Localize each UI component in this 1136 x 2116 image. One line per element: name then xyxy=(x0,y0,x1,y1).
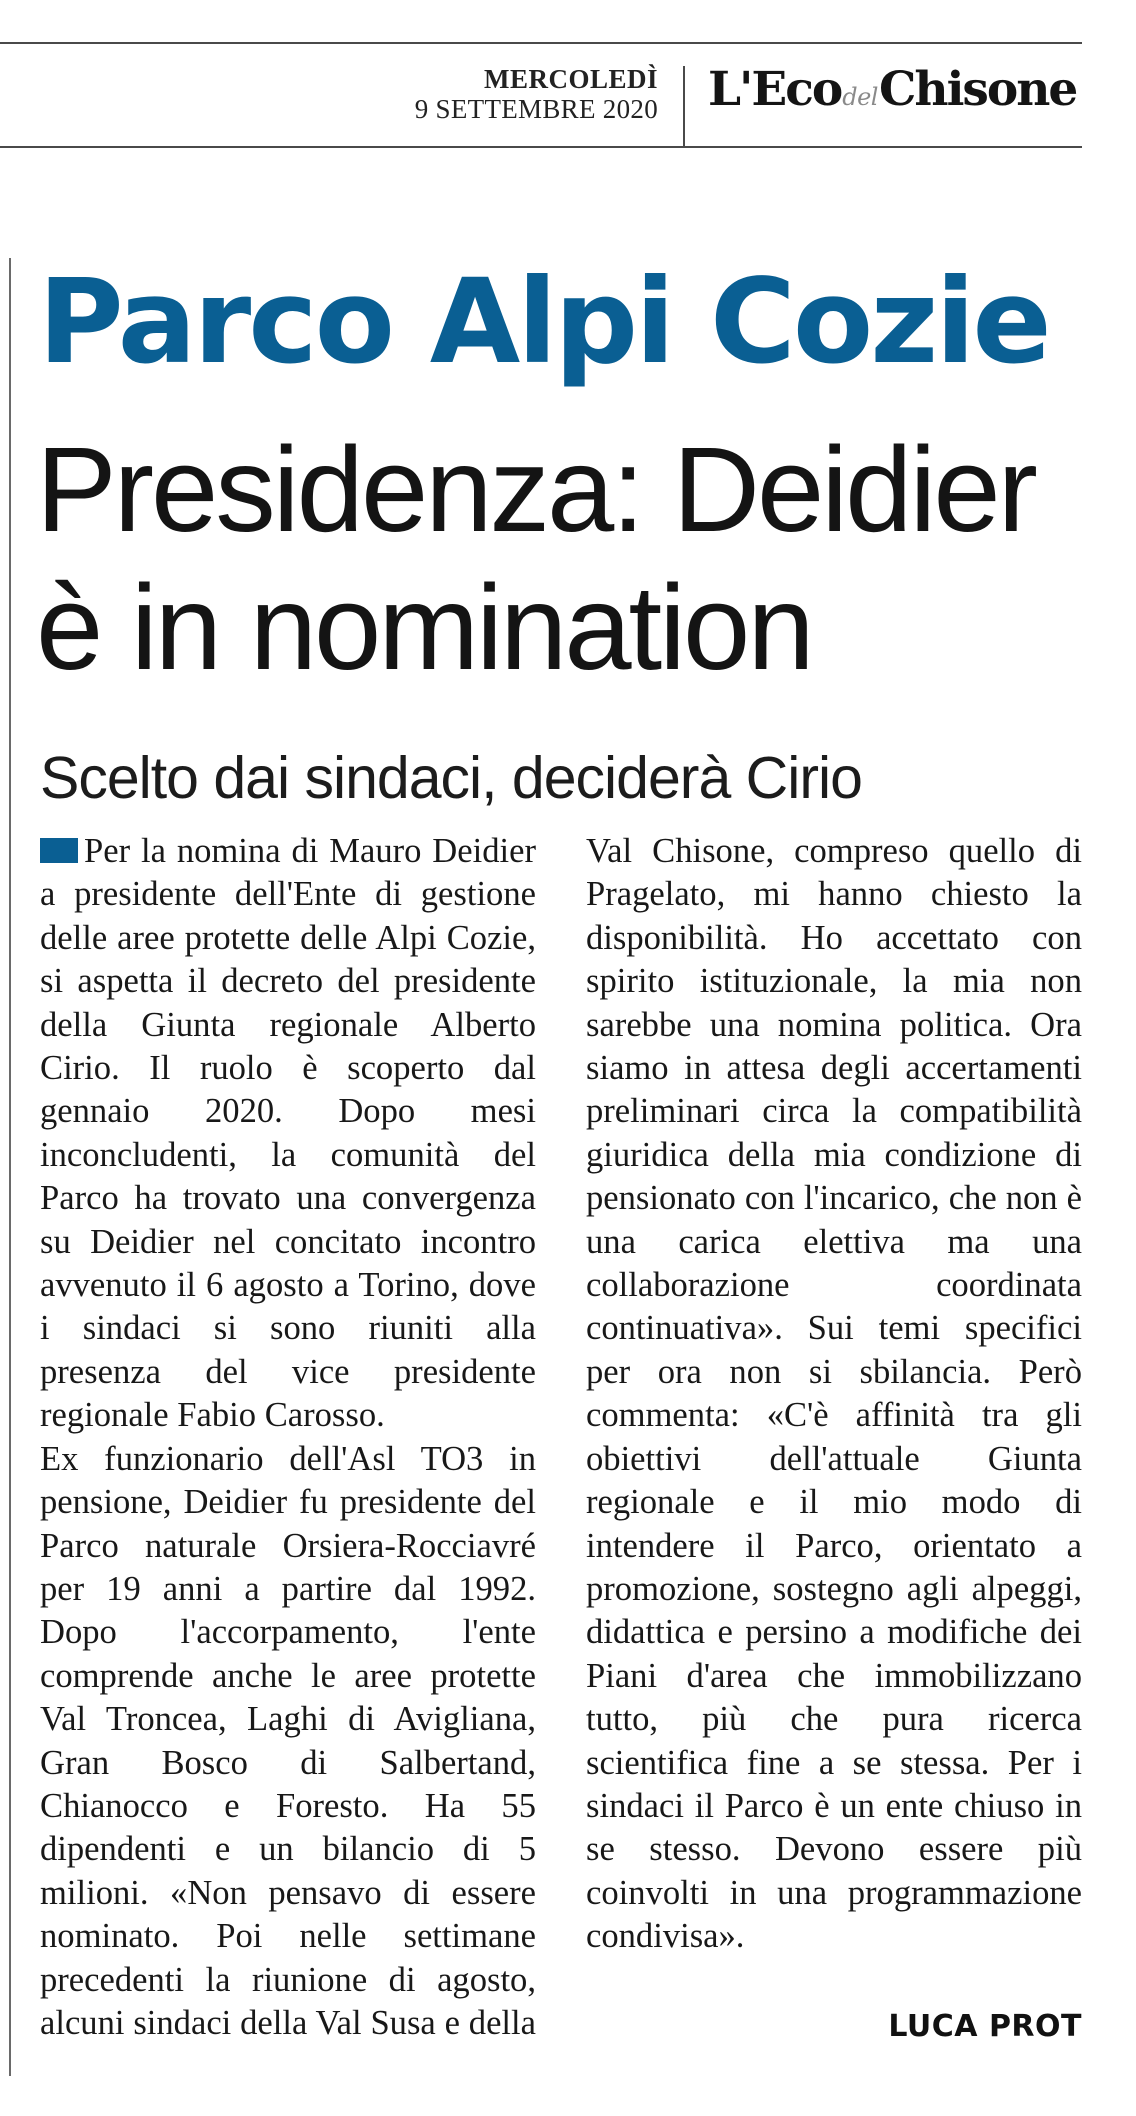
issue-full-date: 9 SETTEMBRE 2020 xyxy=(414,94,658,124)
paragraph-text: Per la nomina di Mauro Deidier a presidente dell'Ente di gestione delle aree protette delle Alpi Cozie, si aspetta il decreto del presidente della Giunta regionale Alberto Cirio. Il ruolo è scoperto dal gennaio 2020. Dopo mesi inconcludenti, la comunità del Parco ha trovato una convergenza su Deidier nel concitato incontro avvenuto il 6 agosto a Torino, dove i sindaci si sono riuniti alla presenza del vice presidente regionale Fabio Carosso. xyxy=(40,832,536,1435)
article-paragraph xyxy=(40,830,536,1438)
article-paragraph: Ex funzionario dell'Asl TO3 in pensione, Deidier fu presidente del Parco naturale Orsiera-Rocciavré per 19 anni a partire dal 1992. Dopo l'accorpamento, l'ente comprende anche le aree protette Val Troncea, Laghi di Avigliana, Gran Bosco di Salbertand, Chianocco e Foresto. Ha 55 dipendenti e un bilancio di 5 milioni. «Non pensavo di essere nominato. Poi nelle settimane precedenti la riunione di agosto, alcuni sindaci della Val Susa e della Val Chisone, compreso quello di Pragelato, mi hanno chiesto la disponibilità. Ho accettato con spirito istituzionale, la mia non sarebbe una nomina politica. Ora siamo in attesa degli accertamenti preliminari circa la compatibilità giuridica della mia condizione di pensionato con l'incarico, che non è una carica elettiva ma una collaborazione coordinata continuativa». Sui temi specifici per ora non si sbilancia. Però commenta: «C'è affinità tra gli obiettivi dell'attuale Giunta regionale e il mio modo di intendere il Parco, orientato a promozione, sostegno agli alpeggi, didattica e persino a modifiche dei Piani d'area che immobilizzano tutto, più che pura ricerca scientifica fine a se stessa. Per i sindaci il Parco è un ente chiuso in se stesso. Devono essere più coinvolti in una programmazione condivisa». xyxy=(40,832,1082,2042)
newspaper-logo xyxy=(708,62,1076,117)
article-body xyxy=(40,830,1082,2060)
masthead-separator xyxy=(683,66,685,148)
masthead-bottom-rule xyxy=(0,146,1082,148)
logo-part-del: del xyxy=(842,83,878,111)
logo-part-chisone: Chisone xyxy=(878,62,1077,117)
author-byline: LUCA PROT xyxy=(888,2009,1082,2044)
article-subheadline: Scelto dai sindaci, deciderà Cirio xyxy=(40,745,862,811)
article-headline: Presidenza: Deidier è in nomination xyxy=(36,421,1035,695)
article-left-rule xyxy=(9,258,11,2076)
square-bullet-icon xyxy=(40,838,78,863)
article-kicker: Parco Alpi Cozie xyxy=(38,253,1049,390)
masthead-top-rule xyxy=(0,42,1082,44)
issue-date xyxy=(415,64,658,124)
logo-part-eco: L'Eco xyxy=(708,62,842,117)
issue-weekday: MERCOLEDÌ xyxy=(483,64,658,94)
